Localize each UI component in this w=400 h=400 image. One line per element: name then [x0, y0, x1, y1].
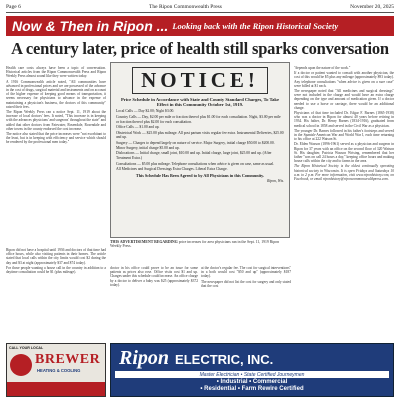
ripon-electric-ad[interactable] [110, 343, 394, 397]
notice-line: Office Calls — $1.00 and up. [116, 125, 160, 130]
paragraph: A 1916 Commonwealth article noted, "All communities have advanced in professional prices and we are possessed of the advance in the cost of drugs, surgical material and instruments and on account of the higher expense of keeping good means of transportation, it seems necessary for physicians to advance in the expense of maintaining a physician's business, the doctors of this community" raised their fees. [6, 79, 106, 109]
notice-line: All Medicines and Surgical Dressings Extra Charges. Liberal Extra Charge. [116, 167, 228, 172]
caption-text: price increases for area physicians ran in the Sept. 11, 1919 Ripon Weekly Press. [110, 240, 280, 249]
paragraph: For those people wanting a house call in the country in addition to a daytime consultation could be $1 (plus mileage). [6, 265, 106, 275]
issue-date: November 20, 2025 [350, 4, 394, 10]
article-column-bottom-2 [110, 266, 198, 316]
ad-service-line: • Industrial • Commercial [216, 379, 288, 385]
notice-line: Country Calls — Day, $2.00 per mile or fraction thereof plus $1.00 for each consultation. Night, $3.00 per mile or fraction thereof plus $2.00 for each consultation. [116, 115, 281, 124]
caption-lead: THIS ADVERTISEMENT REGARDING [110, 240, 178, 244]
article-column-bottom-3 [201, 266, 291, 316]
article-headline: A century later, price of health still sparks conversation [11, 39, 389, 58]
image-caption [110, 240, 290, 249]
paragraph: Health care costs always have been a topic of conversation. Historical articles from the Ripon Commonwealth Press and Ripon Weekly Press almost sound like they were written today. [6, 66, 106, 79]
ad-service-line: • Residential • Farm Rewire Certified [200, 386, 304, 392]
historical-notice-image [110, 62, 290, 238]
notice-body [116, 97, 284, 184]
running-header [6, 3, 394, 13]
paragraph: doctor in his office could prove to be an issue for some patients as prices also rose. Office visits cost $1 and up. Charges under this schedule could increase. An office charge by a doctor to deliver a baby was $25 (approximately $372 today). [110, 266, 198, 287]
paragraph: The newspaper did not list the cost for surgery and only stated that the cost [201, 279, 291, 288]
notice-line: Dislocations — Initial charge, small joint, $10.00 and up. Initial charge, large joint, $25.00 and up. (After Treatment Extra.) [116, 151, 272, 160]
paragraph: The younger Dr. Barnes followed in his father's footsteps and served in the Spanish-American War and World War I, each time returning to his office at 222 Watson St. [294, 128, 394, 142]
paragraph: The newspaper noted that "All medicines and surgical dressings" were not included in the charge and would have an extra charge depending on the type and amount of medication given. If a doctor needed to use a horse or carriage, there would be an additional charge. [294, 89, 394, 110]
section-banner [6, 16, 394, 36]
paragraph: If a doctor or patient wanted to consult with another physician, the cost of this would be $5 plus any mileage (approximately $93 today). Any telephone consultations "when advice is given on a sure case" were billed at $1 each. [294, 71, 394, 88]
notice-title: NOTICE! [132, 67, 268, 94]
page-label: Page 6 [6, 4, 21, 10]
notice-line: Consultations — $5.00 plus mileage. Telephone consultations when advice is given on case, same as usual. [116, 161, 275, 166]
ad-call-text: CALL YOUR LOCAL [9, 346, 44, 350]
newspaper-name: The Ripon Commonwealth Press [149, 4, 222, 10]
ad-header [111, 344, 393, 370]
paragraph: The notice also stated that the price increases were "not exorbitant to the least, but is in keeping with efficiency and service which should be rendered by the professional men today." [6, 132, 106, 145]
ad-brand-name: BREWER [35, 352, 101, 367]
ad-tagline: Master Electrician • State Certified Journeymen [115, 371, 389, 378]
paragraph: at the doctor's regular fee. The cost for surgical interventions" in a both would cost "$50 and up" (approximately $187 today). [201, 266, 291, 279]
article-column-left [6, 66, 106, 242]
article-column-bottom-1 [6, 248, 106, 340]
section-subtitle: Looking back with the Ripon Historical Society [172, 21, 339, 31]
notice-line: Local Calls — Day $2.00; Night $3.00. [116, 109, 175, 114]
paragraph: The Ripon Weekly Press ran a notice Sept. 11, 1919 about the increase of local doctors' fees. It noted, "This increase is in keeping with the advances physicians' and surgeons' throughout the state" and added that other doctors from Fairwater, Rosendale, Rosendale and other towns in the county endorsed the cost increase. [6, 110, 106, 131]
ad-brand-trade: ELECTRIC, INC. [175, 352, 274, 367]
paragraph: Ripon did not have a hospital until 1936 and doctors of that time had office hours, while also visiting patients in their homes. The article stated that local calls within the city limits would cost $2 during the day and $3 at night (approximately $37 and $74 today). [6, 248, 106, 265]
brewer-heating-ad[interactable] [6, 343, 106, 397]
brewer-logo-icon [10, 354, 32, 376]
paragraph: Dr. Elden Wasson (1896-1961) served as a physician and surgeon in Ripon for 37 years with an office on the second floor of 320 Watson St. His daughter, Patricia Wasson Wrising, remembered that her father "was on call 24 hours a day," keeping office hours and making house calls within the city and to farms in the area. [294, 142, 394, 164]
notice-footer: This Schedule Has Been Agreed to by All Physicians in this Community. [135, 172, 265, 178]
notice-signature: Ripon, Wis. [267, 179, 284, 184]
ad-brand-name: Ripon [119, 347, 170, 369]
article-column-right [294, 66, 394, 338]
section-title: Now & Then in Ripon ... [12, 18, 169, 34]
notice-line: Obstetrical Work — $25.00 plus mileage. All post partum visits regular fee extra. Instrumental Deliveries, $25.00 and up. [116, 130, 284, 140]
paragraph: Physicians of that time included Dr. Edgar F. Barnes (1865-1938) who was a doctor in Ripon for almost 40 years before retiring in 1934. His father, Dr. Henry Barnes (1834-1916), graduated from medical school in 1858 and served in the Civil War as a physician. [294, 111, 394, 128]
paragraph: "depends upon the nature of the work." [294, 66, 351, 70]
notice-line: Surgery — Charges to depend largely on nature of service. Major Surgery, initial charge $50.00 to $200.00. Minor Surgery, initial charge $5.00 and up. [116, 141, 275, 150]
ad-color-band [7, 382, 105, 396]
paragraph: The Ripon Historical Society is the oldest continually operating historical society in Wisconsin. It is open Fridays and Saturdays 10 a.m. to 2 p.m. For more information, visit www.riponhistory.com, on Facebook, or email riponhistory@riponcommonwealthpress.com. [294, 164, 394, 182]
ad-brand-subtitle: HEATING & COOLING [37, 368, 81, 373]
notice-heading: Price Schedule in Accordance with State and County Standard Charges, To Take Effect in this Community October 1st, 1919. [121, 97, 279, 108]
